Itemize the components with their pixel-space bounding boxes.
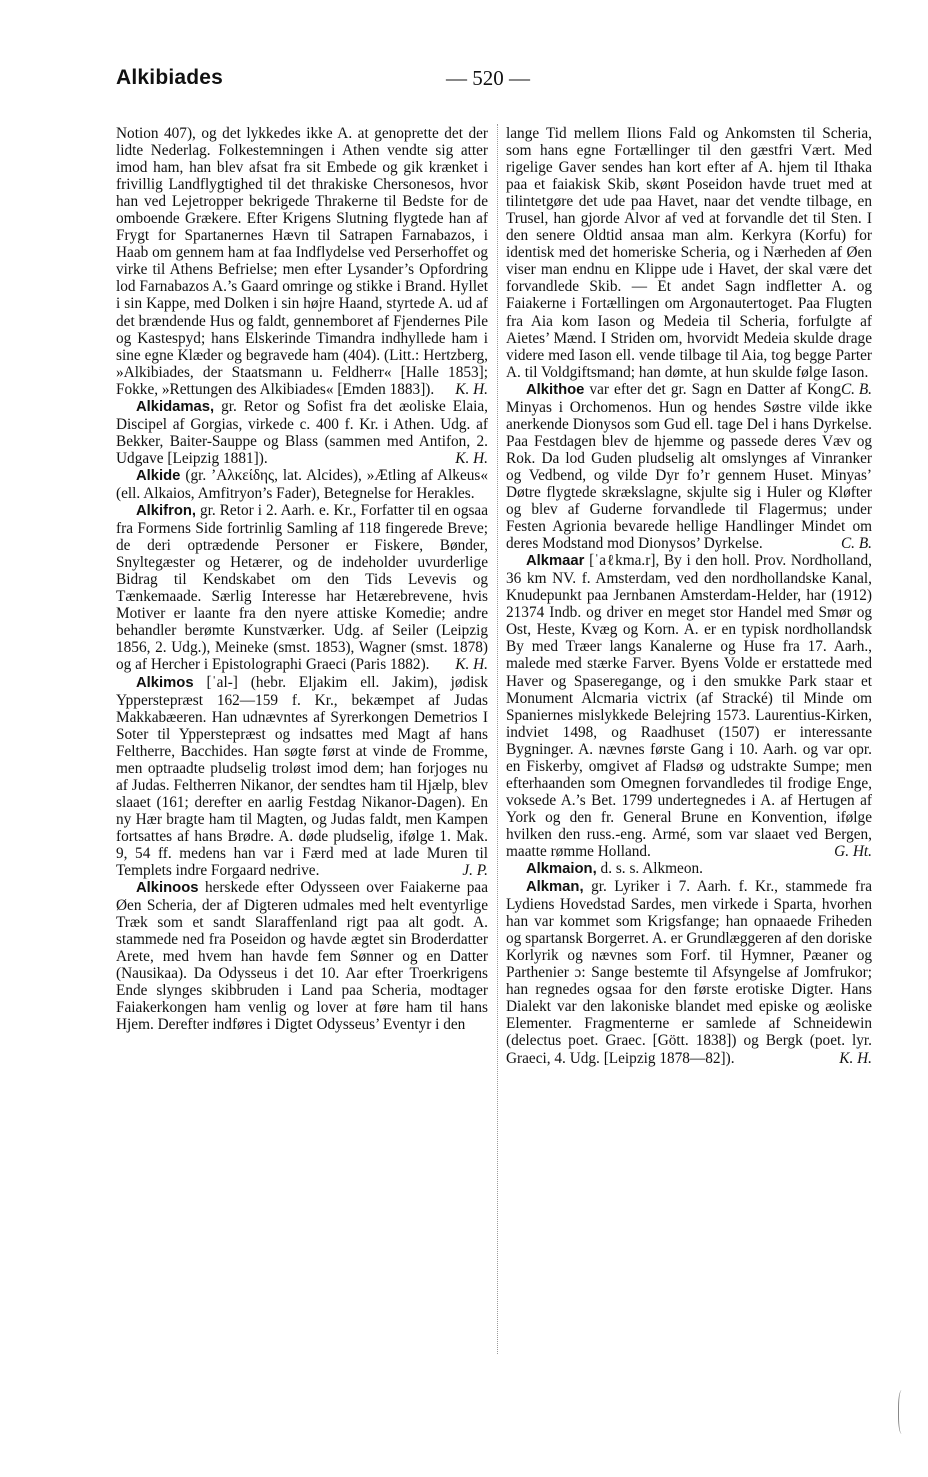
entry-alkinoos xyxy=(116,879,488,1033)
entry-alkmaion xyxy=(506,860,872,878)
entry-alkimos xyxy=(116,674,488,880)
right-column xyxy=(506,125,872,1067)
running-head: Alkibiades xyxy=(116,66,224,89)
entry-signature: K. H. xyxy=(455,656,488,674)
entry-text: d. s. s. Alkmeon. xyxy=(600,860,703,878)
entry-headword: Alkifron, xyxy=(136,503,197,520)
entry-text: Notion 407), og det lykkedes ikke A. at genoprette det der lidte Nederlag. Folkestemningen i Athen vendte sig atter imod ham, han blev afsat fra sit Embede og gik krænket i frivillig Landflygtighed til det thrakiske Chersonesos, hvor han ved Lejetropper bekrigede Thrakerne til Bedste for de omboende Grækere. Efter Krigens Slutning flygtede han af Frygt for Spartanernes Hævn til Satrapen Farnabazos, i Haab om gennem ham at faa Indflydelse ved Perserhoffet og virke til Athens Befrielse; men efter Lysander’s Opfordring lod Farnabazos A.’s Gaard omringe og stikke i Brand. Hyllet i sin Kappe, med Dolken i sin højre Haand, styrtede A. ud af det brændende Hus og faldt, gennemboret af Fjendernes Pile og Kastespyd; hans Elskerinde Timandra indhyllede ham i sine egne Klæder og begravede ham (404). (Litt.: Hertzberg, »Alkibiades, der Staatsmann u. Feldherr« [Halle 1853]; Fokke, »Rettungen des Alkibiades« [Emden 1883]). xyxy=(116,125,488,398)
entry-text: var efter det gr. Sagn en Datter af Kong Minyas i Orchomenos. Hun og hendes Søstre vilde ikke anerkende Dionysos som Gud ell. tage Del i hans Dyrkelse. Paa Festdagen blev de hjemme og passede deres Væv og Rok. Da lod Guden pludselig alt omslynges af Vinranker og Vedbend, og vilde Dyr fo’r gennem Huset. Minyas’ Døtre flygtede skrækslagne, skjulte sig i Huler og Kløfter og blev af Guderne forvandlede til Flagermus; under Festen Agrionia bevarede hellige Handlinger Mindet om deres Modstand mod Dionysos’ Dyrkelse. xyxy=(506,380,872,553)
entry-signature: K. H. xyxy=(455,380,488,398)
entry-signature: K. H. xyxy=(455,449,488,467)
page-header xyxy=(116,66,871,100)
entry-text: herskede efter Odysseen over Faiakerne paa Øen Scheria, der af Digteren udmales med helt eventyrlige Træk som et sandt Slaraffenland rigt paa alt godt. A. stammede ned fra Poseidon og havde ægtet sin Broderdatter Arete, med hvem han havde fem Sønner og en Datter (Nausikaa). Da Odysseus i det 10. Aar efter Troerkrigens Ende slynges skibbruden i Land paa Scheria, modtager Faiakerkongen ham venlig og lover at føre ham til hans Hjem. Derefter indføres i Digtet Odysseus’ Eventyr i den xyxy=(116,879,488,1034)
entry-headword: Alkman, xyxy=(526,879,584,896)
entry-headword: Alkinoos xyxy=(136,880,199,897)
entry-alkithoe xyxy=(506,381,872,552)
entry-alkman xyxy=(506,878,872,1067)
entry-headword: Alkide xyxy=(136,467,181,484)
entry-signature: C. B. xyxy=(840,535,872,553)
page-number: — 520 — xyxy=(446,66,530,90)
entry-alkmaar xyxy=(506,552,872,860)
entry-text: gr. Retor og Sofist fra det æoliske Elaia, Discipel af Gorgias, virkede c. 400 f. Kr. i Athen. Udg. af Bekker, Baiter-Sauppe og Blass (sammen med Antifon, 2. Udgave [Leipzig 1881]). xyxy=(116,397,488,467)
entry-text: lange Tid mellem Ilions Fald og Ankomsten til Scheria, som hans egne Fortællinger til den gæstfri Vært. Med rigelige Gaver sendes han kort efter af A. hjem til Ithaka paa et faiakisk Skib, skønt Poseidon havde truet med at tilintetgøre det ude paa Havet, naar det vendte tilbage, en Trusel, han gjorde Alvor af ved at forvandle det til Sten. I den senere Oldtid ansaa man alm. Kerkyra (Korfu) for identisk med det homeriske Scheria, og i Nærheden af Øen viser man endnu en Klippe ude i Havet, der skal være det forvandlede Skib. — Et andet Sagn indfletter A. og Faiakerne i Fortællingen om Argonautertoget. Paa Flugten fra Aia kom Iason og Medeia til Scheria, forfulgte af Aietes’ Mænd. I Striden om, hvorvidt Medeia skulde drage videre med Iason ell. vende tilbage til Aia, tog begge Parter A. til Voldgiftsmand; han dømte, at hun skulde følge Iason. xyxy=(506,125,872,381)
entry-alkifron xyxy=(116,502,488,673)
entry-signature: K. H. xyxy=(839,1049,872,1067)
entry-alkidamas xyxy=(116,398,488,467)
entry-text: [ˈaℓkma.r], By i den holl. Prov. Nordholland, 36 km NV. f. Amsterdam, ved den nordhollandske Kanal, Knudepunkt paa Jernbanen Amsterdam-Helder, har (1912) 21374 Indb. og driver en meget stor Handel med Smør og Ost, Heste, Kvæg og Korn. A. er en typisk nordhollandsk By med Træer langs Kanalerne og Huse fra 17. Aarh., malede med stærke Farver. Byens Volde er erstattede med Haver og Spaseregange, og i den smukke Park staar et Monument Alcmaria victrix (af Stracké) til Minde om Spaniernes mislykkede Belejring 1573. Laurentius-Kirken, indviet 1498, og Raadhuset (1507) er interessante Bygninger. A. nævnes første Gang i 10. Aarh. og var opr. en Fiskerby, omgivet af Fladsø og udstrakte Sumpe; men efterhaanden som Omegnen forvandledes til frodige Enge, voksede A.’s Bet. 1799 undertegnedes i A. af Hertugen af York og den fr. General Brune en Konvention, ifølge hvilken den russ.-eng. Armé, som var slaaet ved Bergen, maatte rømme Holland. xyxy=(506,552,873,860)
entry-text: (gr. ’Αλκείδης, lat. Alcides), »Ætling af Alkeus« (ell. Alkaios, Amfitryon’s Fader), Betegnelse for Herakles. xyxy=(116,466,488,502)
entry-text: [ˈal-] (hebr. Eljakim ell. Jakim), jødisk Ypperstepræst 162—159 f. Kr., bekæmpet af Judas Makkabæeren. Han udnævntes af Syrerkongen Demetrios I Soter til Ypperstepræst og indsattes med Magt af hans Feltherre, Bacchides. Han søgte først at vinde de Fromme, men optraadte pludselig troløst imod dem; han forjoges nu af Judas. Feltherren Nikanor, der sendtes ham til Hjælp, blev slaaet (161; derefter en aarlig Festdag Nikanor-Dagen). En ny Hær bragte ham til Magten, og Judas faldt, men Kampen fortsattes af hans Brødre. A. døde pludselig, ifølge 1. Mak. 9, 54 ff. medens han var i Færd med at lade Muren til Templets indre Forgaard nedrive. xyxy=(116,673,488,880)
scan-artifact-mark xyxy=(898,1390,907,1434)
entry-text: gr. Retor i 2. Aarh. e. Kr., Forfatter til en ogsaa fra Formens Side fortrinlig Samling af 118 fingerede Breve; de deri optrædende Personer er Fiskere, Bønder, Snyltegæster og Hetærer, og de indeholder uvurderlige Bidrag til Kendskabet om den Tids Levevis og Tænkemaade. Særlig Interesse har Hetærebrevene, hvis Motiver er laante fra den nyere attiske Komedie; andre behandler berømte Kunstværker. Udg. af Seiler (Leipzig 1856, 2. Udg.), Meineke (smst. 1853), Wagner (smst. 1878) og af Hercher i Epistolographi Graeci (Paris 1882). xyxy=(116,502,489,674)
entry-headword: Alkithoe xyxy=(526,381,585,398)
entry-headword: Alkmaar xyxy=(526,553,585,570)
entry-headword: Alkidamas, xyxy=(136,398,215,415)
column-divider xyxy=(497,124,498,1354)
entry-headword: Alkimos xyxy=(136,674,194,691)
entry-signature: G. Ht. xyxy=(834,842,872,860)
entry-continuation xyxy=(116,125,488,398)
left-column xyxy=(116,125,488,1033)
entry-headword: Alkmaion, xyxy=(526,861,597,878)
entry-text: gr. Lyriker i 7. Aarh. f. Kr., stammede fra Lydiens Hovedstad Sardes, men virkede i Sparta, hvorhen han var kommet som Krigsfange; han opnaaede Friheden og spartansk Borgerret. A. er Grundlæggeren af den doriske Korlyrik og nævnes som Forf. til Hymner, Pæaner og Parthenier ɔ: Sange bestemte til Afsyngelse af Jomfrukor; han regnedes ogsaa for den første erotiske Digter. Hans Dialekt var den lakoniske blandet med episke og æoliske Elementer. Fragmenterne er samlede af Schneidewin (delectus poet. Graec. [Gött. 1838]) og Bergk (poet. lyr. Graeci, 4. Udg. [Leipzig 1878—82]). xyxy=(506,878,873,1067)
entry-signature: C. B. xyxy=(840,380,872,398)
entry-signature: J. P. xyxy=(462,862,488,880)
entry-alkide xyxy=(116,467,488,502)
